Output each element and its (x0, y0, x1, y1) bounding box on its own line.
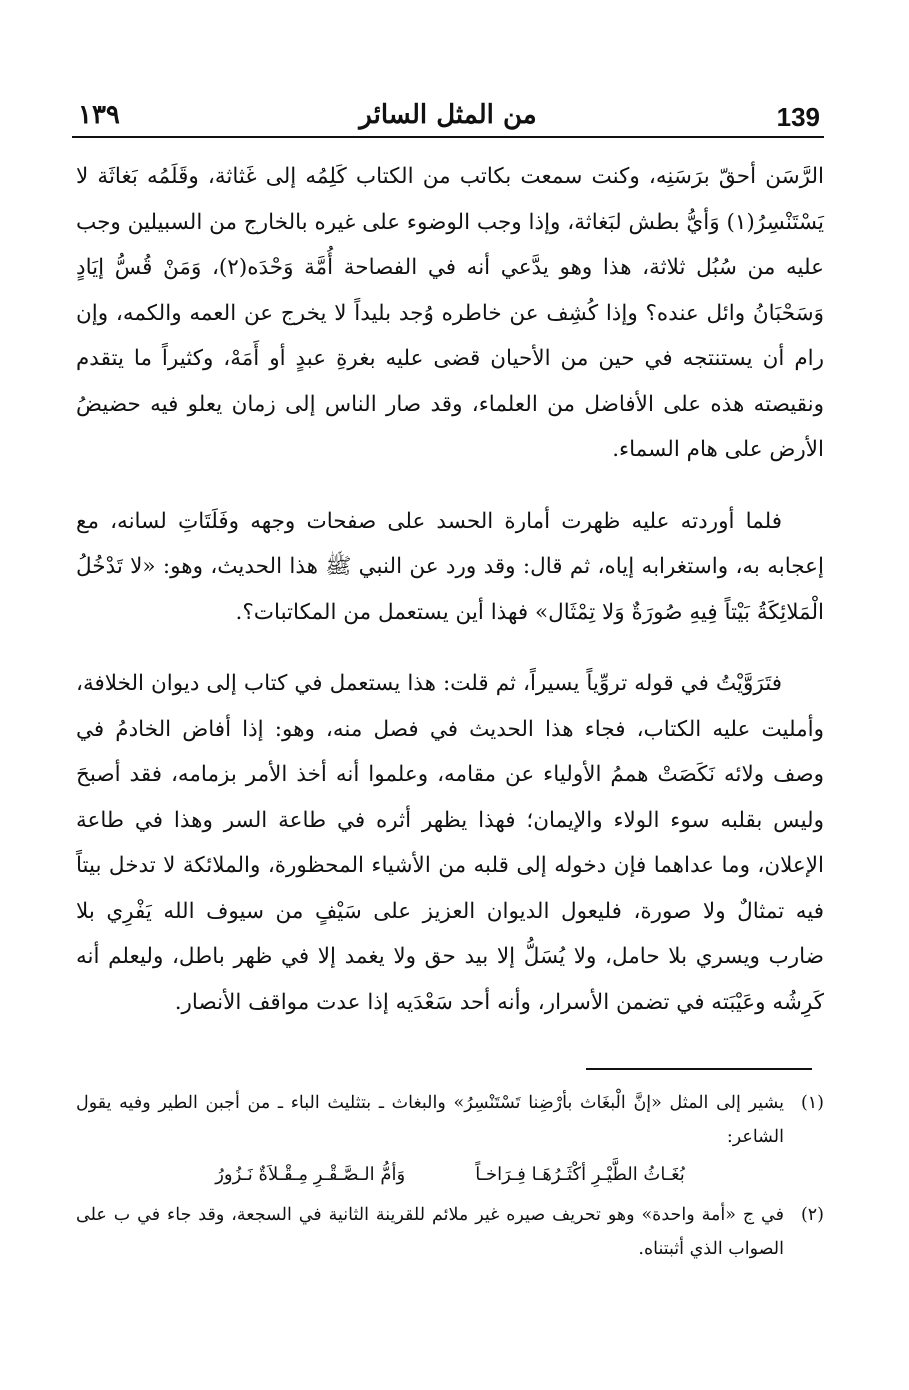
footnote-1 (76, 1086, 824, 1154)
footnote-separator (586, 1068, 812, 1070)
page-header (72, 96, 824, 138)
page-number-arabic: ١٣٩ (78, 100, 120, 130)
page-number-latin: 139 (776, 102, 820, 132)
paragraph: فتَرَوَّيْتُ في قوله تروِّياً يسيراً، ثم قلت: هذا يستعمل في كتاب إلى ديوان الخلافة، وأمليت عليه الكتاب، فجاء هذا الحديث في فصل منه، وهو: إذا أفاض الخادمُ في وصف ولائه نَكَصَتْ هممُ الأولياء عن مقامه، وعلموا أنه أخذ الأمر بزمامه، فقد أصبحَ وليس بقلبه سوء الولاء والإيمان؛ فهذا يظهر أثره في طاعة السر وهذا في طاعة الإعلان، وما عداهما فإن دخوله إلى قلبه من الأشياء المحظورة، والملائكة لا تدخل بيتاً فيه تمثالٌ ولا صورة، فليعول الديوان العزيز على سَيْفٍ من سيوف الله يَفْرِي بلا ضارب ويسري بلا حامل، ولا يُسَلُّ إلا بيد حق ولا يغمد إلا في ظهر باطل، وليعلم أنه كَرِشُه وعَيْبَته في تضمن الأسرار، وأنه أحد سَعْدَيه إذا عدت مواقف الأنصار. (76, 671, 824, 1015)
poetry-verse (76, 1158, 824, 1192)
paragraph: الرَّسَن أحقّ برَسَنِه، وكنت سمعت بكاتب من الكتاب كَلِمُه إلى غَثاثة، وقَلَمُه بَغاثَة لا يَسْتَنْسِرُ(١) وَأيُّ بطش لبَغاثة، وإذا وجب الوضوء على غيره بالخارج من السبيلين وجب عليه من سُبُل ثلاثة، هذا وهو يدَّعي أنه في الفصاحة أُمَّة وَحْدَه(٢)، وَمَنْ قُسُّ إيَادٍ وَسَحْبَانُ وائل عنده؟ وإذا كُشِف عن خاطره وُجد بليداً لا يخرج عن العمه والكمه، وإن رام أن يستنتجه في حين من الأحيان قضى عليه بغرةِ عبدٍ أو أَمَهْ، وكثيراً ما يتقدم ونقيصته هذه على الأفاضل من العلماء، وقد صار الناس إلى زمان يعلو فيه حضيضُ الأرض على هام السماء. (76, 164, 824, 462)
footnote-text: يشير إلى المثل «إنَّ الْبغَاث بأرْضِنا تَسْتَنْسِرُ» والبغاث ـ بتثليث الباء ـ من أجبن الطير وفيه يقول الشاعر: (76, 1093, 784, 1147)
footnotes (76, 1086, 824, 1266)
footnote-2 (76, 1198, 824, 1266)
footnote-number: (٢) (800, 1205, 824, 1225)
paragraph: فلما أوردته عليه ظهرت أمارة الحسد على صفحات وجهه وفَلَتَاتِ لسانه، مع إعجابه به، واستغرابه إياه، ثم قال: وقد ورد عن النبي ﷺ هذا الحديث، وهو: «لا تَدْخُلُ الْمَلائِكَةُ بَيْتاً فِيهِ صُورَةٌ وَلا تِمْثَال» فهذا أين يستعمل من المكاتبات؟. (76, 508, 824, 625)
footnote-text: في ج «أمة واحدة» وهو تحريف صيره غير ملائم للقرينة الثانية في السجعة، وقد جاء في ب على الصواب الذي أثبتناه. (76, 1205, 784, 1259)
footnote-number: (١) (800, 1093, 824, 1113)
verse-hemistich-first: بُغَـاثُ الطَّيْـرِ أكْثَـرُهَـا فِـرَاخـاً (475, 1164, 685, 1185)
running-title: من المثل السائر (359, 100, 537, 130)
verse-hemistich-second: وَأمُّ الـصَّـقْـرِ مِـقْـلاَةٌ نَـزُورُ (215, 1164, 406, 1185)
body-text (76, 154, 824, 1025)
